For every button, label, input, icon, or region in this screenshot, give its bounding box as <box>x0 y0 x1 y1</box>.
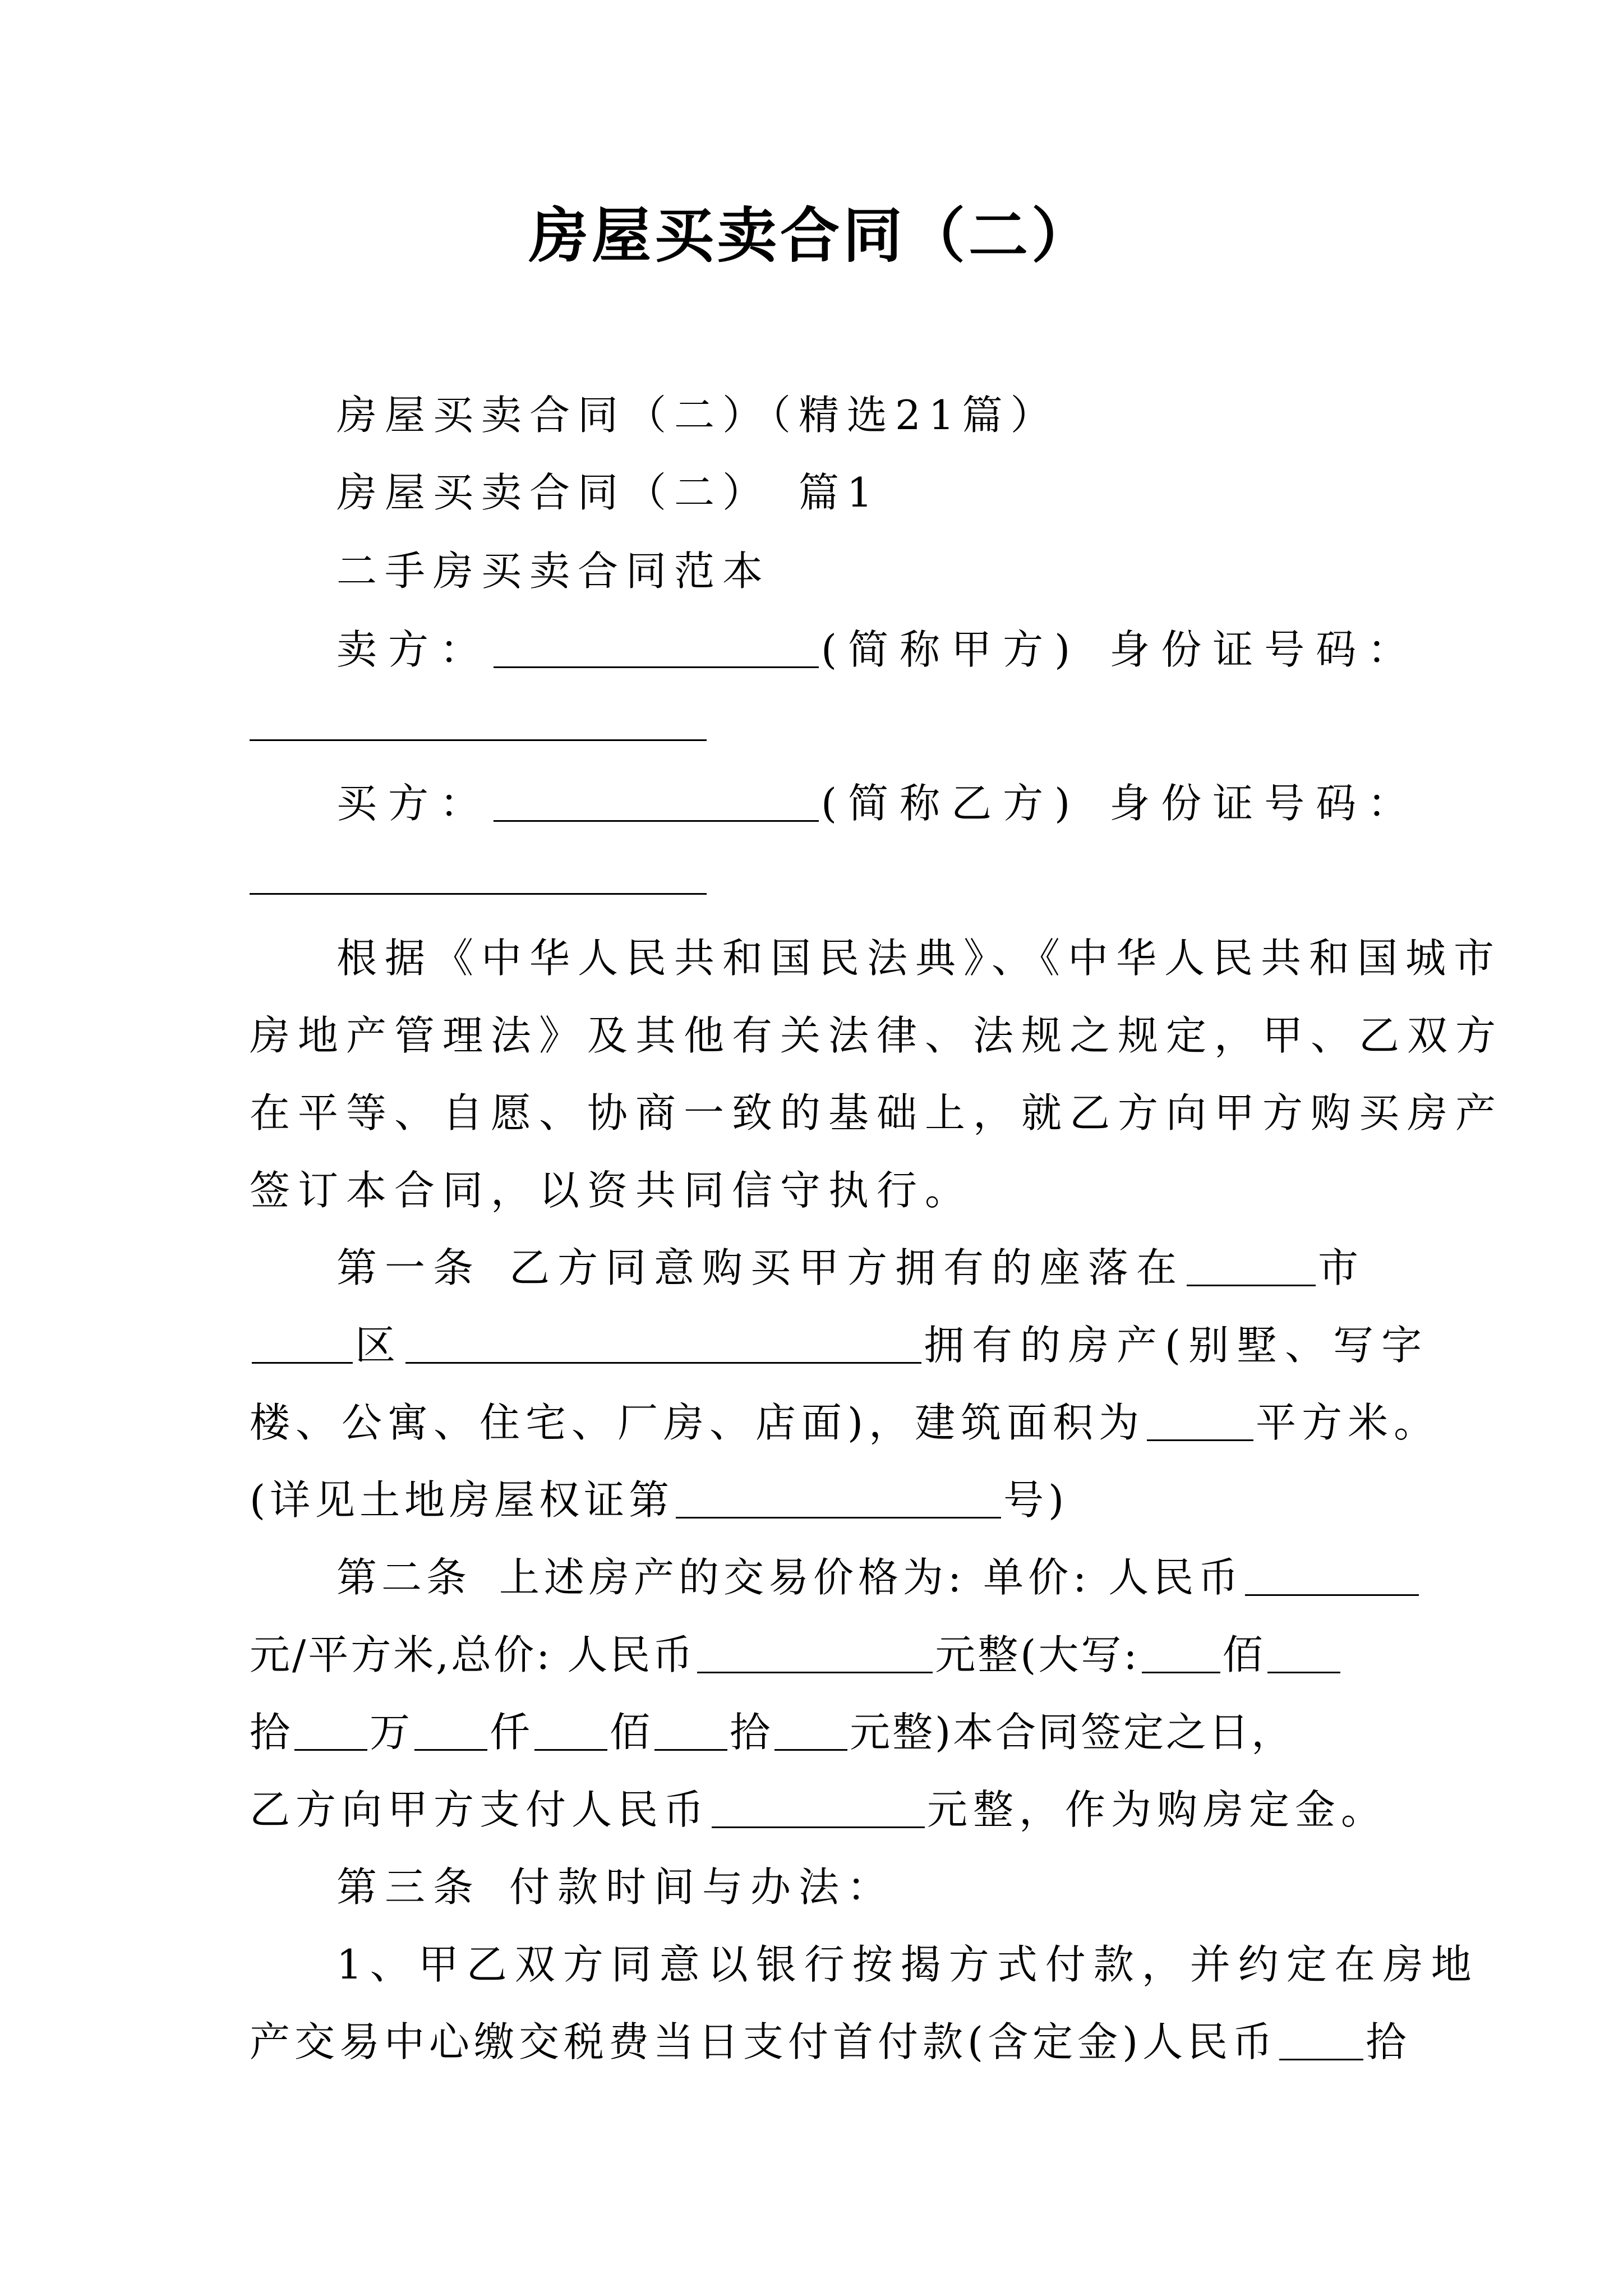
buyer-name-blank <box>494 780 819 822</box>
address-blank <box>405 1322 921 1364</box>
down-payment-blank <box>1279 2018 1363 2060</box>
article-1-line-2 <box>250 1312 1430 1379</box>
unit-label-4: 佰 <box>610 1709 653 1756</box>
district-label: 区 <box>355 1322 404 1369</box>
preamble-line-1: 根据《中华人民共和国民法典》、《中华人民共和国城市 <box>336 935 1502 982</box>
unit-label-5: 拾 <box>730 1709 773 1756</box>
unit-price-blank <box>1245 1554 1419 1596</box>
article-2-line-4 <box>250 1776 1405 1843</box>
certificate-suffix: 号) <box>1003 1476 1069 1524</box>
chapter-number: 篇1 <box>799 469 880 516</box>
certificate-text: (详见土地房屋权证第 <box>250 1476 674 1524</box>
preamble-line-2: 房地产管理法》及其他有关法律、法规之规定，甲、乙双方 <box>250 1012 1504 1059</box>
buyer-id-label: 身份证号码： <box>1109 780 1419 827</box>
amount-blank-1 <box>294 1709 367 1751</box>
article-1-number: 第一条 <box>336 1244 482 1291</box>
deposit-text: 乙方向甲方支付人民币 <box>250 1786 710 1833</box>
article-2-line-2 <box>250 1621 1405 1688</box>
hundred-blank <box>1142 1631 1220 1673</box>
uppercase-label: 元整(大写: <box>935 1631 1140 1678</box>
amount-blank-5 <box>774 1709 847 1751</box>
buyer-line <box>336 770 1492 837</box>
amount-blank-3 <box>534 1709 607 1751</box>
deposit-suffix: 元整，作为购房定金。 <box>927 1786 1387 1833</box>
chapter-heading <box>336 459 1492 526</box>
property-type-text: 拥有的房产(别墅、写字 <box>924 1322 1430 1369</box>
ten-thousand-blank <box>1267 1631 1340 1673</box>
district-blank <box>252 1322 353 1364</box>
template-name: 二手房买卖合同范本 <box>336 547 771 595</box>
deposit-blank <box>712 1786 925 1828</box>
area-unit: 平方米。 <box>1256 1399 1440 1446</box>
article-2-number: 第二条 <box>336 1554 472 1601</box>
preamble-line-3: 在平等、自愿、协商一致的基础上，就乙方向甲方购买房产 <box>250 1089 1504 1137</box>
seller-alias: (简称甲方) <box>821 626 1082 673</box>
article-1-line-4 <box>250 1466 1405 1534</box>
document-title: 房屋买卖合同（二） <box>529 200 1094 270</box>
article-1-line-1 <box>336 1234 1492 1301</box>
area-text: 楼、公寓、住宅、厂房、店面)，建筑面积为 <box>250 1399 1145 1446</box>
unit-label-1: 拾 <box>250 1709 293 1756</box>
seller-label: 卖方： <box>336 626 492 673</box>
article-3-item-1-line-1: 1、甲乙双方同意以银行按揭方式付款，并约定在房地 <box>336 1941 1479 1988</box>
seller-line <box>336 616 1492 683</box>
total-price-blank <box>697 1631 933 1673</box>
hundred-label: 佰 <box>1222 1631 1265 1678</box>
article-3-item-1-line-2 <box>250 2008 1411 2076</box>
down-payment-text: 产交易中心缴交税费当日支付首付款(含定金)人民币 <box>250 2018 1278 2065</box>
article-3-heading <box>336 1853 1492 1921</box>
preamble-line-4: 签订本合同，以资共同信守执行。 <box>250 1167 974 1214</box>
article-2-line-3 <box>250 1699 1405 1766</box>
unit-label-2: 万 <box>370 1709 413 1756</box>
buyer-alias: (简称乙方) <box>821 780 1082 827</box>
buyer-id-blank <box>250 893 707 895</box>
unit-label-3: 仟 <box>490 1709 533 1756</box>
article-2-line-1 <box>336 1544 1492 1611</box>
collection-heading: 房屋买卖合同（二）（精选21篇） <box>336 392 1059 439</box>
article-3-number: 第三条 <box>336 1864 482 1911</box>
total-price-text: 元/平方米,总价: 人民币 <box>250 1631 695 1678</box>
city-label: 市 <box>1318 1244 1367 1291</box>
seller-name-blank <box>494 626 819 668</box>
area-blank <box>1147 1399 1253 1441</box>
article-3-title: 付款时间与办法： <box>509 1864 896 1911</box>
article-1-text: 乙方同意购买甲方拥有的座落在 <box>509 1244 1185 1291</box>
contract-signing-text: 元整)本合同签定之日， <box>850 1709 1294 1756</box>
amount-blank-4 <box>654 1709 727 1751</box>
seller-id-blank <box>250 739 707 741</box>
buyer-label: 买方： <box>336 780 492 827</box>
certificate-blank <box>676 1476 1001 1519</box>
chapter-title: 房屋买卖合同（二） <box>336 469 771 516</box>
seller-id-label: 身份证号码： <box>1109 626 1419 673</box>
article-2-text: 上述房产的交易价格为: 单价: 人民币 <box>499 1554 1243 1601</box>
city-blank <box>1187 1244 1316 1286</box>
amount-blank-2 <box>414 1709 487 1751</box>
down-payment-unit: 拾 <box>1366 2018 1411 2065</box>
article-1-line-3 <box>250 1389 1440 1456</box>
